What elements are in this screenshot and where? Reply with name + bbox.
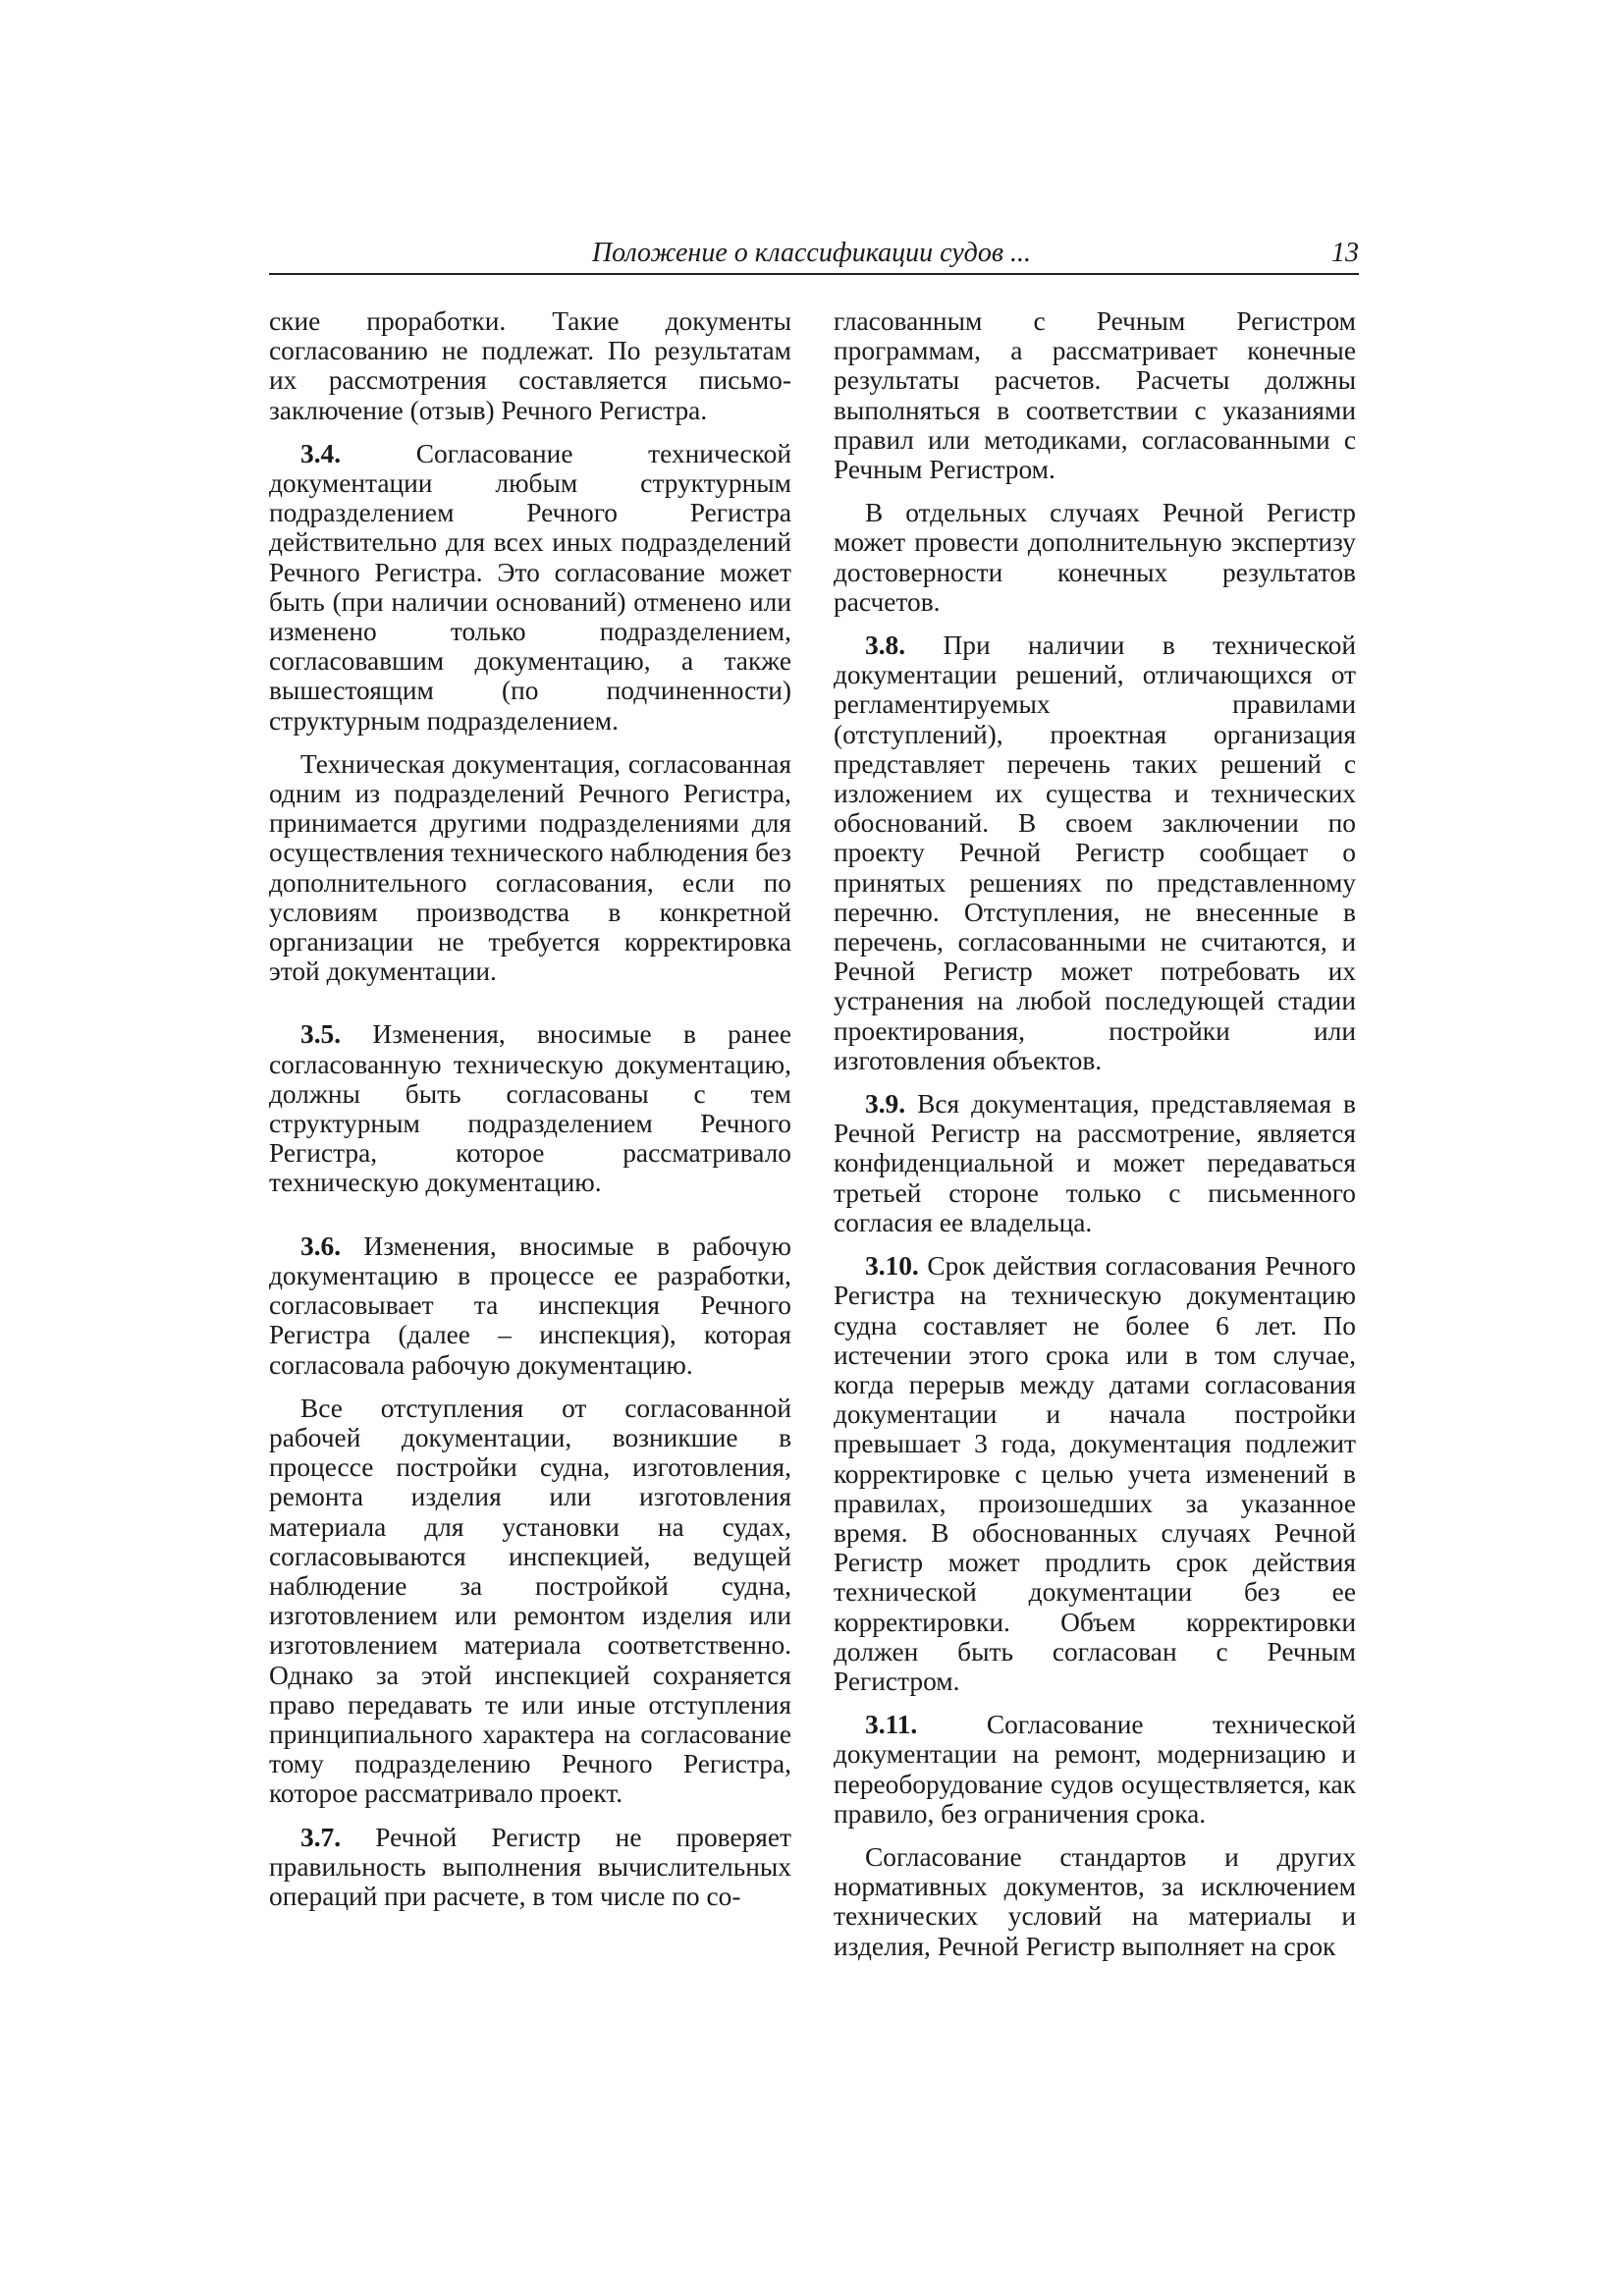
running-title: Положение о классификации судов ...	[591, 238, 1031, 268]
running-header	[269, 238, 1359, 275]
left-column	[269, 306, 791, 1911]
paragraph-text: В отдельных случаях Речной Регистр может провести дополнительную экспертизу достоверности конечных результатов расчетов.	[834, 498, 1356, 617]
clause-number: 3.8.	[865, 630, 906, 661]
paragraph	[269, 749, 791, 987]
clause-number: 3.5.	[300, 1019, 342, 1050]
paragraph	[269, 1823, 791, 1912]
paragraph-text: Срок действия согласования Речного Регистра на техническую документацию судна составляет не более 6 лет. По истечении этого срока или в том случае, когда перерыв между датами согласования документации и начала постройки превышает 3 года, документация подлежит корректировке с целью учета изменений в правилах, произошедших за указанное время. В обоснованных случаях Речной Регистр может продлить срок действия технической документации без ее корректировки. Объем корректировки должен быть согласован с Речным Регистром.	[834, 1251, 1356, 1696]
page-number: 13	[1331, 238, 1359, 268]
clause-number: 3.10.	[865, 1251, 919, 1282]
paragraph	[834, 1251, 1356, 1696]
paragraph	[834, 306, 1356, 484]
paragraph	[269, 306, 791, 425]
paragraph	[834, 1089, 1356, 1237]
paragraph-text: ские проработки. Такие документы согласованию не подлежат. По результатам их рассмотрения составляется письмо-заключение (отзыв) Речного Регистра.	[269, 306, 791, 425]
clause-number: 3.6.	[300, 1230, 342, 1261]
paragraph	[834, 1842, 1356, 1961]
clause-number: 3.9.	[865, 1089, 906, 1120]
paragraph	[269, 439, 791, 736]
clause-number: 3.4.	[300, 438, 342, 468]
paragraph	[834, 630, 1356, 1075]
paragraph-text: Изменения, вносимые в рабочую документацию в процессе ее разработки, согласовывает та инспекция Речного Регистра (далее – инспекция), которая согласовала рабочую документацию.	[269, 1230, 791, 1380]
paragraph-text: Согласование технической документации на ремонт, модернизацию и переоборудование судов осуществляется, как правило, без ограничения срока.	[834, 1710, 1356, 1829]
paragraph-text: Все отступления от согласованной рабочей документации, возникшие в процессе постройки судна, изготовления, ремонта изделия или изготовления материала для установки на судах, согласовываются инспекцией, ведущей наблюдение за постройкой судна, изготовлением или ремонтом изделия или изготовлением материала соответственно. Однако за этой инспекцией сохраняется право передавать те или иные отступления принципиального характера на согласование тому подразделению Речного Регистра, которое рассматривало проект.	[269, 1393, 791, 1809]
clause-number: 3.7.	[300, 1822, 342, 1852]
paragraph-text: Техническая документация, согласованная одним из подразделений Речного Регистра, принимается другими подразделениями для осуществления технического наблюдения без дополнительного согласования, если по условиям производства в конкретной организации не требуется корректировка этой документации.	[269, 748, 791, 987]
paragraph-text: Изменения, вносимые в ранее согласованную техническую документацию, должны быть согласованы с тем структурным подразделением Речного Регистра, которое рассматривало техническую документацию.	[269, 1019, 791, 1198]
right-column	[834, 306, 1356, 1961]
paragraph-text: гласованным с Речным Регистром программам, а рассматривает конечные результаты расчетов. Расчеты должны выполняться в соответствии с указаниями правил или методиками, согласованными с Речным Регистром.	[834, 306, 1356, 485]
paragraph-text: При наличии в технической документации решений, отличающихся от регламентируемых правилами (отступлений), проектная организация представляет перечень таких решений с изложением их существа и технических обоснований. В своем заключении по проекту Речной Регистр сообщает о принятых решениях по представленному перечню. Отступления, не внесенные в перечень, согласованными не считаются, и Речной Регистр может потребовать их устранения на любой последующей стадии проектирования, постройки или изготовления объектов.	[834, 630, 1356, 1075]
paragraph-text: Согласование технической документации любым структурным подразделением Речного Регистра действительно для всех иных подразделений Речного Регистра. Это согласование может быть (при наличии оснований) отменено или изменено только подразделением, согласовавшим документацию, а также вышестоящим (по подчиненности) структурным подразделением.	[269, 438, 791, 736]
paragraph-text: Согласование стандартов и других нормативных документов, за исключением технических условий на материалы и изделия, Речной Регистр выполняет на срок	[834, 1841, 1356, 1961]
paragraph-text: Вся документация, представляемая в Речной Регистр на рассмотрение, является конфиденциальной и может передаваться третьей стороне только с письменного согласия ее владельца.	[834, 1089, 1356, 1237]
clause-number: 3.11.	[865, 1710, 918, 1740]
paragraph	[269, 1231, 791, 1380]
paragraph	[834, 498, 1356, 617]
paragraph	[269, 1019, 791, 1197]
paragraph	[269, 1394, 791, 1809]
paragraph	[834, 1710, 1356, 1829]
paragraph-text: Речной Регистр не проверяет правильность выполнения вычислительных операций при расчете, в том числе по со-	[269, 1822, 791, 1911]
